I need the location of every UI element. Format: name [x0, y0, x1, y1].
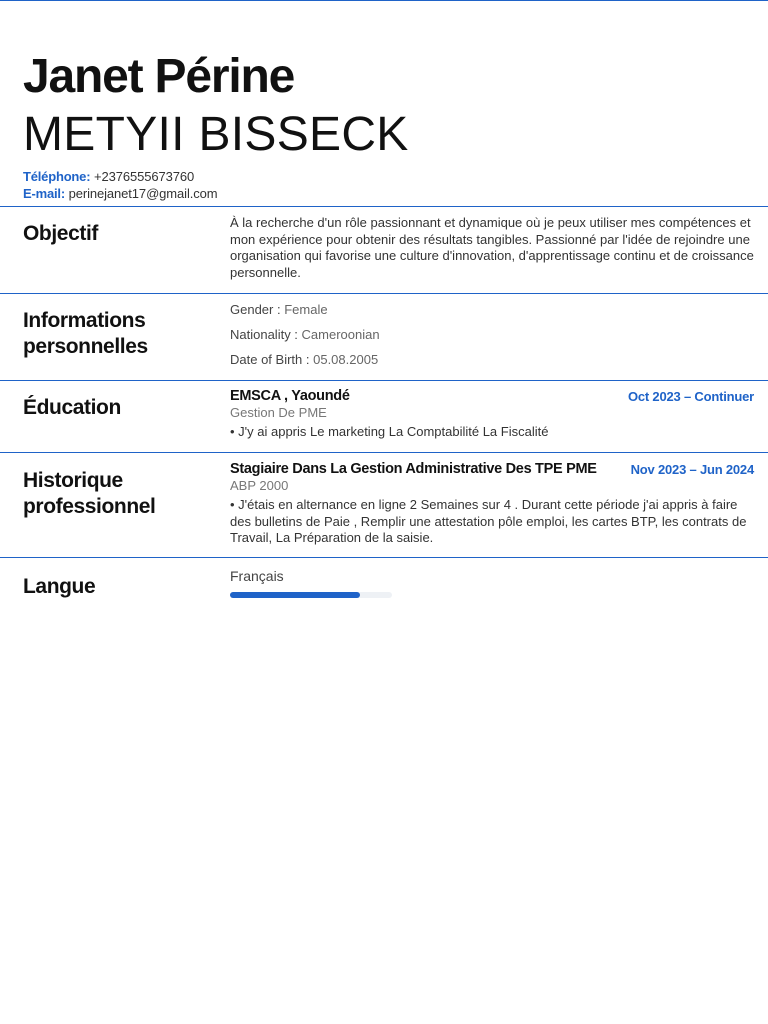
section-title-objective: Objectif	[23, 222, 98, 245]
education-entry-header	[230, 388, 754, 405]
gender-line	[230, 302, 754, 318]
school-name: EMSCA , Yaoundé	[230, 388, 350, 404]
dob-value: 05.08.2005	[313, 352, 379, 367]
dob-label: Date of Birth :	[230, 352, 310, 367]
nationality-label: Nationality :	[230, 327, 298, 342]
section-title-education: Éducation	[23, 396, 121, 419]
work-date: Nov 2023 – Jun 2024	[630, 462, 754, 477]
objective-text: À la recherche d'un rôle passionnant et dynamique où je peux utiliser mes compétences et mon expérience pour obtenir des résultats tangibles. Passionné par l'idée de rejoindre une organisation qui favorise une culture d'innovation, d'apprentissage continu et de croissance personnelle.	[230, 215, 754, 280]
language-name: Français	[230, 568, 284, 584]
gender-value: Female	[284, 302, 328, 317]
top-rule	[0, 0, 768, 1]
section-title-line: Historique	[23, 469, 123, 492]
section-work-history	[0, 452, 768, 558]
email-label: E-mail:	[23, 186, 65, 201]
phone-label: Téléphone:	[23, 169, 91, 184]
language-level-fill	[230, 592, 360, 598]
education-entry	[230, 388, 754, 441]
gender-label: Gender :	[230, 302, 281, 317]
personal-info-body	[230, 302, 754, 377]
language-level-bar	[230, 592, 392, 598]
last-name: METYII BISSECK	[23, 108, 409, 161]
email-line	[23, 185, 409, 202]
company-name: ABP 2000	[230, 478, 289, 493]
section-personal-info	[0, 293, 768, 381]
education-date: Oct 2023 – Continuer	[627, 389, 754, 404]
work-bullet: • J'étais en alternance en ligne 2 Semaines sur 4 . Durant cette période j'ai appris à faire des bulletins de Paie , Remplir une attestation pôle emploi, les cartes BTP, les contrats de Travail, La Préparation de la saisie.	[230, 497, 747, 545]
objective-body	[230, 215, 754, 281]
nationality-value: Cameroonian	[301, 327, 380, 342]
section-title-line: professionnel	[23, 495, 156, 518]
email-value[interactable]: perinejanet17@gmail.com	[68, 186, 218, 201]
work-entry-header	[230, 461, 754, 478]
section-education	[0, 380, 768, 453]
section-title-line: personnelles	[23, 335, 148, 358]
phone-value: +2376555673760	[93, 169, 195, 184]
section-title-work-history	[23, 468, 156, 520]
dob-line	[230, 352, 754, 368]
contact-info	[23, 168, 409, 202]
education-bullet: • J'y ai appris Le marketing La Comptabilité La Fiscalité	[230, 424, 549, 439]
nationality-line	[230, 327, 754, 343]
language-item	[230, 567, 754, 598]
education-program: Gestion De PME	[230, 405, 327, 420]
section-objective	[0, 206, 768, 294]
job-title: Stagiaire Dans La Gestion Administrative Des TPE PME	[230, 461, 597, 477]
phone-line	[23, 168, 409, 185]
section-title-personal-info	[23, 308, 148, 360]
work-entry	[230, 461, 754, 547]
resume-header	[23, 48, 409, 202]
section-languages	[0, 557, 768, 617]
section-title-languages: Langue	[23, 575, 96, 598]
first-name: Janet Périne	[23, 50, 295, 103]
section-title-line: Informations	[23, 309, 146, 332]
